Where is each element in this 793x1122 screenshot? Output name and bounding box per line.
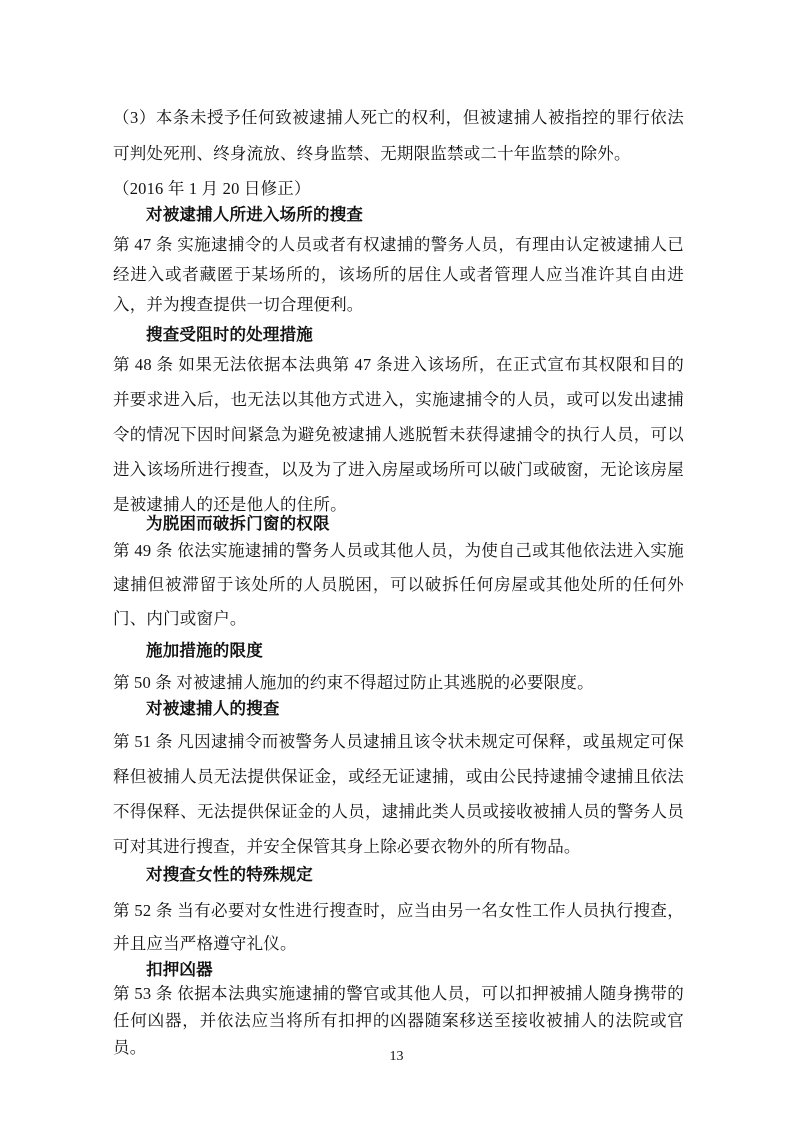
paragraph-article-48: 第 48 条 如果无法依据本法典第 47 条进入该场所，在正式宣布其权限和目的并要求进入后，也无法以其他方式进入，实施逮捕令的人员，或可以发出逮捕令的情况下因时间紧急为避免被逮捕人逃脱暂未获得逮捕令的执行人员，可以进入该场所进行搜查，以及为了进入房屋或场所可以破门或破窗，无论该房屋是被逮捕人的还是他人的住所。 [113, 355, 684, 514]
paragraph-clause-3: （3）本条未授予任何致被逮捕人死亡的权利，但被逮捕人被指控的罪行依法可判处死刑、终身流放、终身监禁、无期限监禁或二十年监禁的除外。 [113, 108, 684, 163]
paragraph-amendment-date: （2016 年 1 月 20 日修正） [113, 179, 311, 198]
paragraph-article-47: 第 47 条 实施逮捕令的人员或者有权逮捕的警务人员，有理由认定被逮捕人已经进入或者藏匿于某场所的，该场所的居住人或者管理人应当准许其自由进入，并为搜查提供一切合理便利。 [113, 235, 684, 314]
paragraph-article-51: 第 51 条 凡因逮捕令而被警务人员逮捕且该令状未规定可保释，或虽规定可保释但被捕人员无法提供保证金，或经无证逮捕，或由公民持逮捕令逮捕且依法不得保释、无法提供保证金的人员，逮捕此类人员或接收被捕人员的警务人员可对其进行搜查，并安全保管其身上除必要衣物外的所有物品。 [113, 732, 684, 856]
section-heading-break-doors-windows: 为脱困而破拆门窗的权限 [146, 514, 330, 533]
paragraph-article-50: 第 50 条 对被逮捕人施加的约束不得超过防止其逃脱的必要限度。 [113, 673, 594, 692]
section-heading-seizure-of-weapons: 扣押凶器 [146, 960, 213, 979]
page-content [113, 100, 684, 1061]
page-number: 13 [389, 1049, 404, 1064]
section-heading-obstructed-search: 搜查受阻时的处理措施 [146, 325, 313, 344]
section-heading-search-of-arrested: 对被逮捕人的搜查 [146, 699, 280, 718]
paragraph-article-53: 第 53 条 依据本法典实施逮捕的警官或其他人员，可以扣押被捕人随身携带的任何凶器，并依法应当将所有扣押的凶器随案移送至接收被捕人的法院或官员。 [113, 984, 684, 1057]
paragraph-article-49: 第 49 条 依法实施逮捕的警务人员或其他人员，为使自己或其他依法进入实施逮捕但被滞留于该处所的人员脱困，可以破拆任何房屋或其他处所的任何外门、内门或窗户。 [113, 541, 684, 628]
section-heading-search-of-women: 对搜查女性的特殊规定 [146, 865, 313, 884]
section-heading-search-of-premises: 对被逮捕人所进入场所的搜查 [146, 205, 364, 224]
paragraph-article-52: 第 52 条 当有必要对女性进行搜查时，应当由另一名女性工作人员执行搜查，并且应当严格遵守礼仪。 [113, 901, 684, 953]
section-heading-limits-of-measures: 施加措施的限度 [146, 641, 263, 660]
